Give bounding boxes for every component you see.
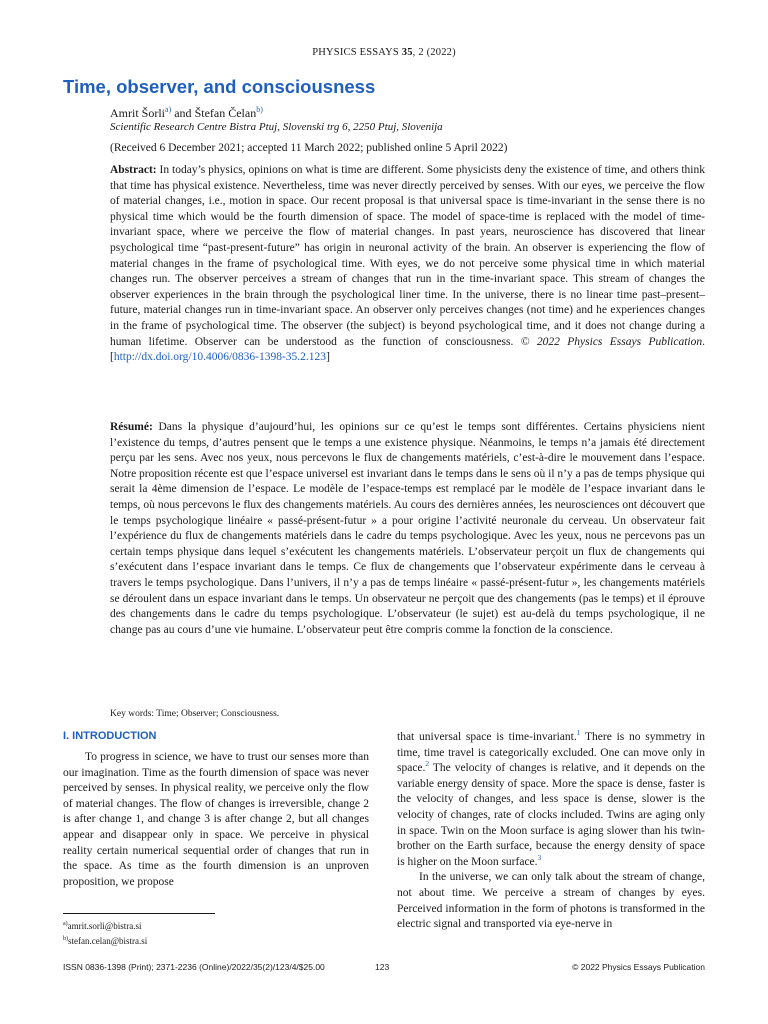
resume-text: Dans la physique d’aujourd’hui, les opinions sur ce qu’est le temps sont différentes. Certains physiciens nient l’existence du temps, d’autres pensent que le temps a une existence physique. Néanmoins, le temps n’a jamais été directement perçu par les sens. Avec nos yeux, nous percevons le flux de changements matériels, c’est-à-dire le mouvement dans l’espace. Notre proposition récente est que l’espace universel est invariant dans le temps dans le sens où il n’y a pas de temps physique qui serait la 4ème dimension de l’espace. Le modèle de l’espace-temps est remplacé par le modèle de l’espace invariant dans le temps, où nous percevons le flux des changements matériels. Au cours des dernières années, les neurosciences ont découvert que le temps psychologique linéaire « passé-présent-futur » a pour origine l’activité neuronale du cerveau. Un observateur fait l’expérience du flux de changements matériels dans le cadre du temps psychologique. Avec les yeux, nous ne percevons pas un certain temps physique dans lequel s’exécutent les changements matériels. L’observateur perçoit un flux de changements qui s’exécutent dans l’espace invariant dans le temps. Ce flux de changements que l’observateur expérimente dans le cerveau à travers le temps psychologique. Dans l’univers, il n’y a pas de temps linéaire « passé-présent-futur », les changements matériels se déroulent dans un espace invariant dans le temps. Un observateur ne perçoit que des changements (pas le temps) et il éprouve des changements dans le cadre du temps psychologique. L’observateur (le sujet) est au-delà du temps psychologique, il ne change pas au cours d’une vie humaine. L’observateur peut être compris comme la fonction de la conscience. — [110, 421, 705, 636]
resume-label: Résumé: — [110, 421, 153, 433]
publication-dates: (Received 6 December 2021; accepted 11 March 2022; published online 5 April 2022) — [110, 142, 508, 154]
author-1: Amrit Šorli — [110, 106, 166, 120]
footer-page-number: 123 — [375, 962, 390, 972]
footnote-b-email[interactable]: stefan.celan@bistra.si — [68, 936, 148, 946]
author-1-mark[interactable]: a) — [165, 105, 172, 114]
abstract-label: Abstract: — [110, 164, 157, 176]
doi-open-bracket: [ — [110, 351, 114, 364]
journal-name: PHYSICS ESSAYS — [312, 47, 399, 58]
reference-3[interactable]: 3 — [537, 852, 542, 862]
left-column — [63, 730, 369, 890]
footnote-b — [63, 933, 147, 948]
author-2: Štefan Čelan — [194, 106, 257, 120]
author-separator: and — [171, 106, 195, 120]
keywords: Key words: Time; Observer; Consciousness. — [110, 709, 280, 719]
intro-text-a: that universal space is time-invariant. — [397, 731, 577, 743]
running-head — [0, 47, 768, 58]
doi-link[interactable]: http://dx.doi.org/10.4006/0836-1398-35.2.123 — [113, 351, 327, 364]
page-footer — [63, 962, 705, 976]
section-heading-introduction: I. INTRODUCTION — [63, 730, 157, 742]
right-column — [397, 730, 705, 933]
abstract: Abstract: In today’s physics, opinions on what is time are different. Some physicists deny the existence of time, and others think that time has physical existence. Nevertheless, time was never directly perceived by senses. With our eyes, we perceive the flow of material changes, i.e., motion in space. Our recent proposal is that universal space is time-invariant in the sense there is no physical time which would be the fourth dimension of space. The model of space-time is replaced with the model of time-invariant space, where we perceive the flow of material changes. In past years, neuroscience has discovered that linear psychological time “past-present-future” has origin in neuronal activity of the brain. An observer is experiencing the flow of material changes in the frame of psychological time. With eyes, we do not perceive some physical time in which material changes run. The observer perceives a stream of changes that run in the time-invariant space. This stream of changes the observer experiences in the brain through the psychological liner time. In the universe, there is no linear time past–present–future, material changes run in time-invariant space. An observer only perceives changes (not time) and he experiences changes in the frame of psychological time. The observer (the subject) is beyond psychological time, and it does not change during a human lifetime. Observer can be understood as the function of consciousness. © 2022 Physics Essays Publication. [http://dx.doi.org/10.4006/0836-1398-35.2.123] — [110, 164, 705, 364]
intro-paragraph-2: In the universe, we can only talk about the stream of change, not about time. We perceive a stream of changes by eyes. Perceived information in the form of photons is transformed in the electric signal and transported via eye-nerve in — [397, 871, 705, 931]
footer-copyright: © 2022 Physics Essays Publication — [572, 962, 705, 972]
footnote-b-mark: b) — [63, 936, 68, 942]
doi-close-bracket: ] — [326, 351, 330, 364]
intro-paragraph-1: To progress in science, we have to trust our senses more than our imagination. Time as the fourth dimension of space was never perceived by senses. In physical reality, we perceive only the flow of material changes. The flow of changes is irreversible, change 2 is after change 1, and change 3 is after change 2, but all changes appear and disappear only in space. We perceive in physical reality certain numerical sequential order of changes that run in the space. As time as the fourth dimension is an unproven proposition, we propose — [63, 751, 369, 888]
journal-volume: 35 — [401, 47, 413, 58]
journal-issue-year: , 2 (2022) — [412, 47, 456, 58]
resume — [110, 420, 705, 638]
reference-1[interactable]: 1 — [576, 728, 581, 738]
author-2-mark[interactable]: b) — [256, 105, 263, 114]
footnote-a — [63, 918, 147, 933]
abstract-copyright: © 2022 Physics Essays Publication — [520, 335, 703, 348]
article-title: Time, observer, and consciousness — [63, 76, 376, 97]
reference-2[interactable]: 2 — [425, 759, 430, 769]
abstract-text: In today’s physics, opinions on what is time are different. Some physicists deny the existence of time, and others think that time has physical existence. Nevertheless, time was never directly perceived by senses. With our eyes, we perceive the flow of material changes, i.e., motion in space. Our recent proposal is that universal space is time-invariant in the sense there is no physical time which would be the fourth dimension of space. The model of space-time is replaced with the model of time-invariant space, where we perceive the flow of material changes. In past years, neuroscience has discovered that linear psychological time “past-present-future” has origin in neuronal activity of the brain. An observer is experiencing the flow of material changes in the frame of psychological time. With eyes, we do not perceive some physical time in which material changes run. The observer perceives a stream of changes that run in the time-invariant space. This stream of changes the observer experiences in the brain through the psychological liner time. In the universe, there is no linear time past–present–future, material changes run in time-invariant space. An observer only perceives changes (not time) and he experiences changes in the frame of psychological time. The observer (the subject) is beyond psychological time, and it does not change during a human lifetime. Observer can be understood as the function of consciousness. — [110, 164, 705, 348]
footnote-a-email[interactable]: amrit.sorli@bistra.si — [67, 921, 142, 931]
footnote-divider — [63, 913, 215, 914]
affiliation: Scientific Research Centre Bistra Ptuj, Slovenski trg 6, 2250 Ptuj, Slovenija — [110, 121, 443, 133]
intro-text-b: There is no symmetry in time, time travel is categorically excluded. One can move only in space. — [397, 731, 706, 775]
footnote-a-mark: a) — [63, 921, 68, 927]
footer-issn: ISSN 0836-1398 (Print); 2371-2236 (Online)/2022/35(2)/123/4/$25.00 — [63, 962, 325, 972]
intro-paragraph-continued — [397, 730, 705, 870]
intro-text-c: The velocity of changes is relative, and it depends on the variable energy density of space. More the space is dense, faster is the velocity of changes, and less space is dense, slower is the velocity of changes, rate of clocks included. Twins are aging only in space. Twin on the Moon surface is aging slower than his twin-brother on the Earth surface, because the energy density of space is higher on the Moon surface. — [397, 762, 705, 868]
footnotes — [63, 918, 147, 948]
author-line — [110, 105, 263, 121]
